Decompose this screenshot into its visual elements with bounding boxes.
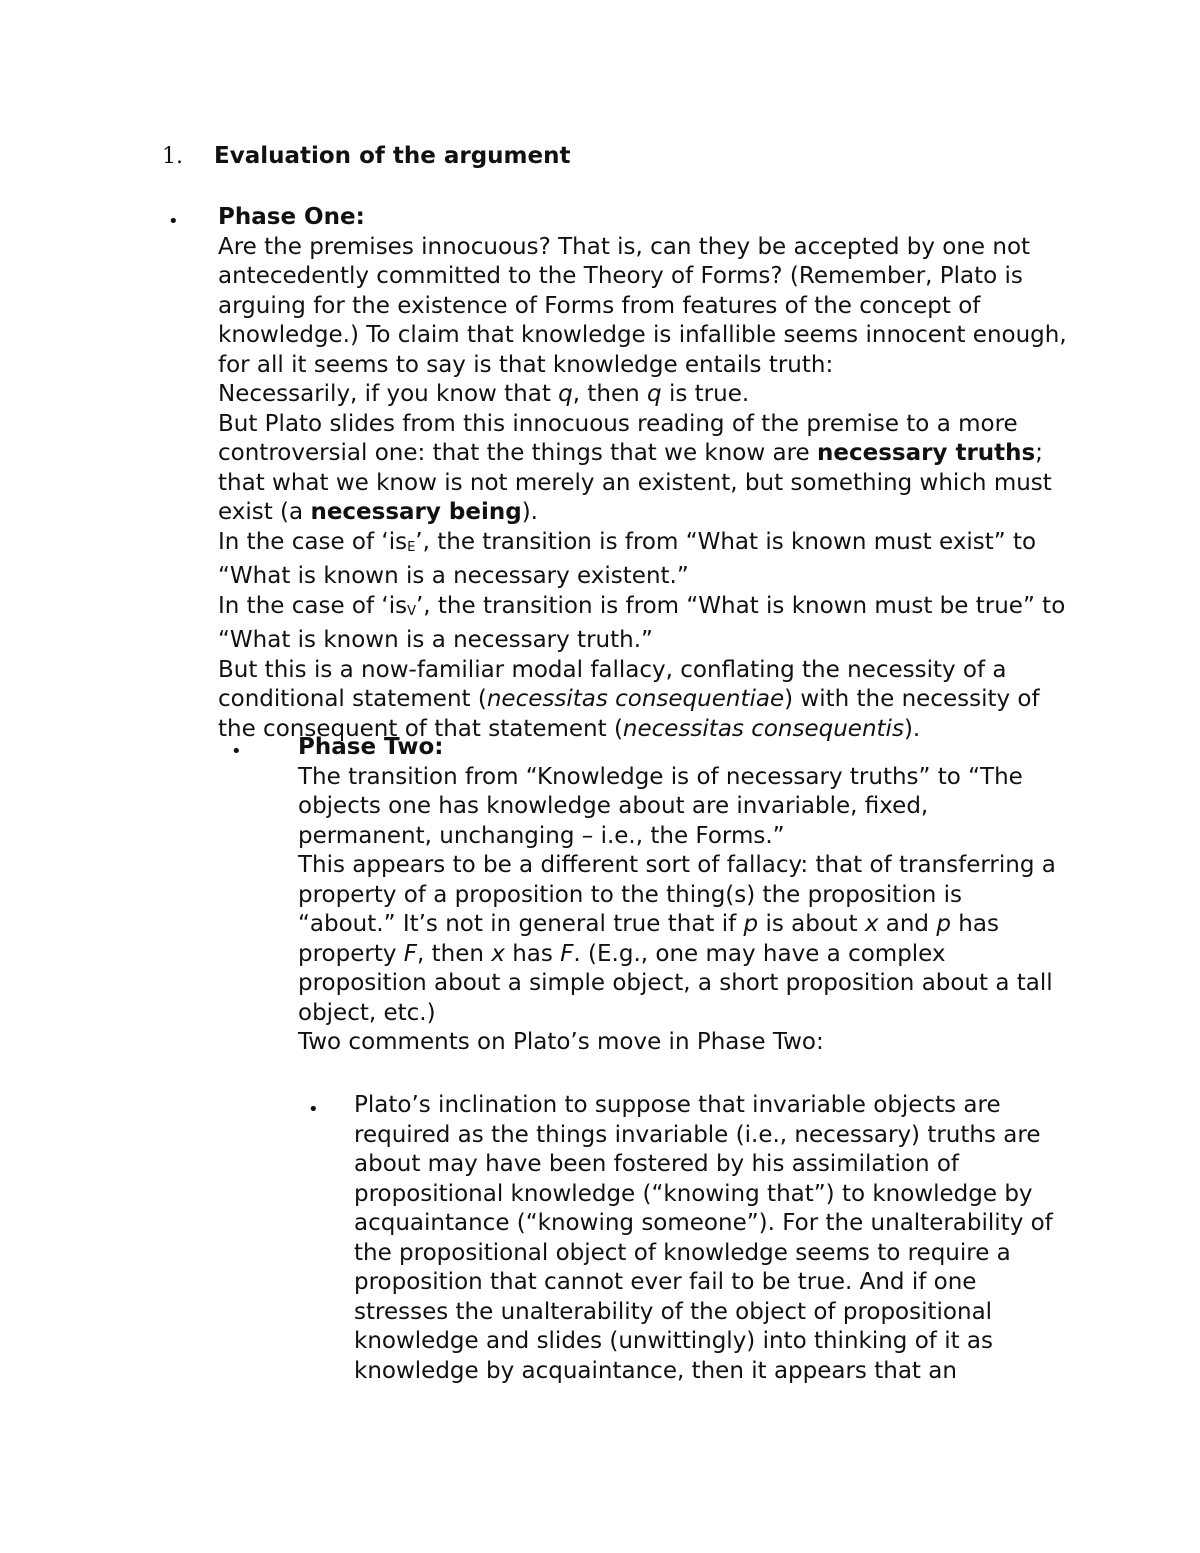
phase-one-paragraph-2: Necessarily, if you know that q, then q is true.	[218, 381, 750, 407]
phase-one-paragraph-6: But this is a now-familiar modal fallacy, conflating the necessity of a conditional statement (necessitas consequentiae) with the necessity of the consequent of that statement (necessitas consequentis).	[218, 656, 1040, 742]
phase-one-paragraph-4: In the case of ‘isE’, the transition is from “What is known must exist” to “What is known is a necessary existent.”	[218, 528, 1037, 589]
bullet-icon: •	[168, 211, 179, 232]
phase-two-paragraph-1: The transition from “Knowledge is of necessary truths” to “The objects one has knowledge about are invariable, fixed, permanent, unchanging – i.e., the Forms.”	[298, 763, 1023, 849]
phase-two-block	[298, 733, 1058, 1058]
comment-one-text: Plato’s inclination to suppose that invariable objects are required as the things invariable (i.e., necessary) truths are about may have been fostered by his assimilation of propositional knowledge (“knowing that”) to knowledge by acquaintance (“knowing someone”). For the unalterability of the propositional object of knowledge seems to require a proposition that cannot ever fail to be true. And if one stresses the unalterability of the object of propositional knowledge and slides (unwittingly) into thinking of it as knowledge by acquaintance, then it appears that an	[354, 1092, 1053, 1384]
phase-two-paragraph-2: This appears to be a different sort of fallacy: that of transferring a property of a proposition to the thing(s) the proposition is “about.” It’s not in general true that if p is about x and p has property F, then x has F. (E.g., one may have a complex proposition about a simple object, a short proposition about a tall object, etc.)	[298, 852, 1056, 1026]
phase-two-paragraph-3: Two comments on Plato’s move in Phase Two:	[298, 1029, 824, 1055]
phase-one-paragraph-5: In the case of ‘isV’, the transition is from “What is known must be true” to “What is known is a necessary truth.”	[218, 592, 1066, 653]
comment-one-block	[354, 1091, 1074, 1386]
phase-one-block	[218, 203, 1078, 744]
bullet-icon: •	[231, 741, 242, 762]
phase-one-paragraph-3: But Plato slides from this innocuous reading of the premise to a more controversial one: that the things that we know are necessary truths; that what we know is not merely an existent, but something which must exist (a necessary being).	[218, 410, 1052, 525]
section-title: Evaluation of the argument	[214, 143, 571, 169]
phase-two-label: Phase Two:	[298, 734, 444, 760]
phase-one-paragraph-1: Are the premises innocuous? That is, can they be accepted by one not antecedently committed to the Theory of Forms? (Remember, Plato is arguing for the existence of Forms from features of the concept of knowledge.) To claim that knowledge is infallible seems innocent enough, for all it seems to say is that knowledge entails truth:	[218, 233, 1067, 378]
bullet-icon: •	[308, 1099, 319, 1120]
section-number: 1.	[162, 144, 183, 169]
phase-one-label: Phase One:	[218, 204, 365, 230]
